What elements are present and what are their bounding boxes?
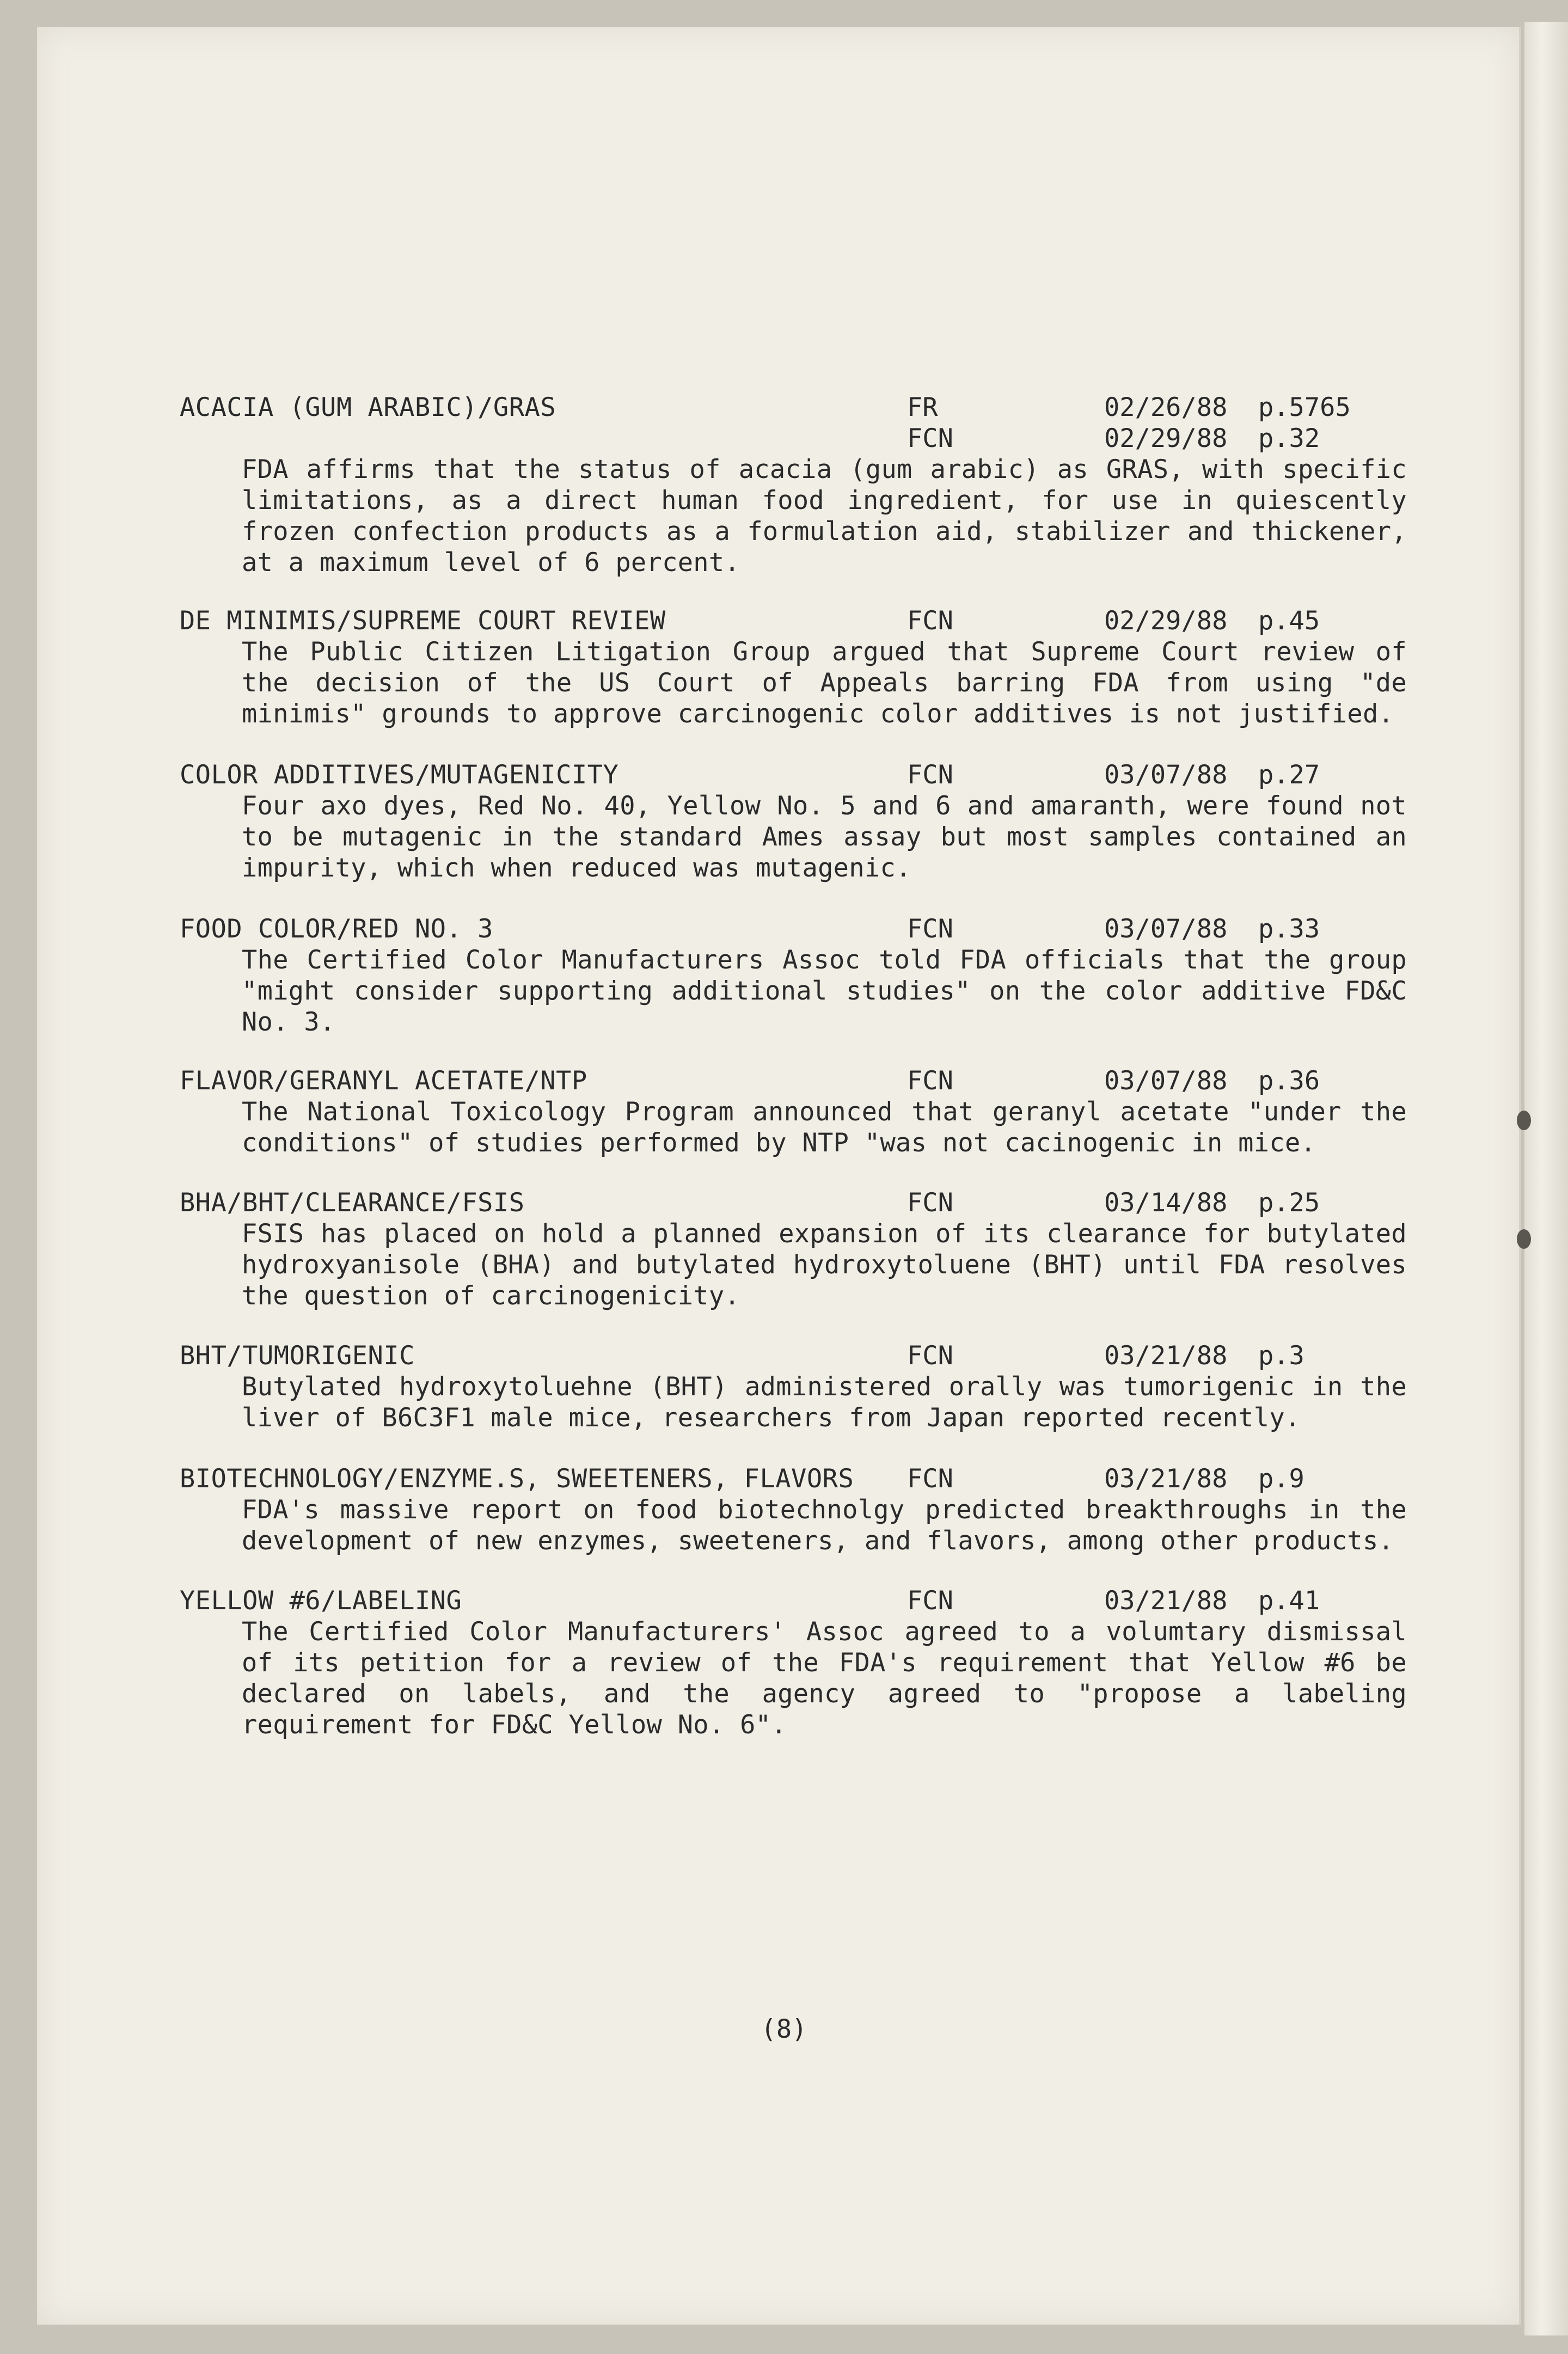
entry-red-no-3: [180, 914, 1416, 1038]
entry-summary: The Certified Color Manufacturers' Assoc agreed to a volumtary dismissal of its petition for a review of the FDA's requirement that Yellow #6 be declared on labels, and the agency agreed to "propose a labeling requirement for FD&C Yellow No. 6".: [242, 1617, 1407, 1740]
entry-header: [180, 914, 1416, 945]
entry-source: FCN: [907, 424, 953, 453]
entry-topic: BHT/TUMORIGENIC: [180, 1341, 415, 1371]
entry-citation: 03/14/88 p.25: [1104, 1188, 1320, 1218]
entry-bha-bht: [180, 1187, 1416, 1311]
entry-topic: BHA/BHT/CLEARANCE/FSIS: [180, 1188, 525, 1218]
entry-bht-tumorigenic: [180, 1340, 1416, 1433]
entry-summary: The Public Citizen Litigation Group argued that Supreme Court review of the decision of the US Court of Appeals barring FDA from using "de minimis" grounds to approve carcinogenic color additives is not justified.: [242, 637, 1407, 729]
entry-biotechnology: [180, 1463, 1416, 1556]
entry-header: [180, 1065, 1416, 1096]
entry-header: [180, 759, 1416, 790]
entry-header: [180, 1187, 1416, 1218]
entry-header-secondary: [180, 423, 1416, 454]
entry-source: FCN: [907, 760, 953, 790]
entry-citation: 03/21/88 p.41: [1104, 1586, 1320, 1616]
entry-summary: The National Toxicology Program announced that geranyl acetate "under the conditions" of studies performed by NTP "was not cacinogenic in mice.: [242, 1097, 1407, 1158]
binding-hole-bottom: [1517, 1229, 1531, 1249]
entry-citation: 03/21/88 p.9: [1104, 1464, 1304, 1494]
page-number: (8): [761, 2014, 807, 2044]
entry-source: FCN: [907, 914, 953, 944]
binding-hole-top: [1517, 1111, 1531, 1130]
entry-source: FCN: [907, 1188, 953, 1218]
entry-citation: 03/07/88 p.33: [1104, 914, 1320, 944]
entry-summary: FDA affirms that the status of acacia (gum arabic) as GRAS, with specific limitations, as a direct human food ingredient, for use in quiescently frozen confection products as a formulation aid, stabilizer and thickener, at a maximum level of 6 percent.: [242, 455, 1407, 578]
entry-summary: FSIS has placed on hold a planned expansion of its clearance for butylated hydroxyanisole (BHA) and butylated hydroxytoluene (BHT) until FDA resolves the question of carcinogenicity.: [242, 1219, 1407, 1311]
entry-de-minimis: [180, 605, 1416, 730]
entry-topic: FOOD COLOR/RED NO. 3: [180, 914, 493, 944]
entry-source: FCN: [907, 1341, 953, 1371]
entry-citation: 03/07/88 p.36: [1104, 1066, 1320, 1096]
entry-citation: 03/21/88 p.3: [1104, 1341, 1304, 1371]
entry-geranyl-acetate: [180, 1065, 1416, 1158]
entry-topic: COLOR ADDITIVES/MUTAGENICITY: [180, 760, 619, 790]
entry-topic: ACACIA (GUM ARABIC)/GRAS: [180, 393, 556, 422]
entry-source: FCN: [907, 1066, 953, 1096]
entry-header: [180, 1463, 1416, 1494]
entry-header: [180, 392, 1416, 423]
entry-source: FCN: [907, 1464, 953, 1494]
entry-summary: Butylated hydroxytoluehne (BHT) administered orally was tumorigenic in the liver of B6C3F1 male mice, researchers from Japan reported recently.: [242, 1372, 1407, 1433]
entry-header: [180, 605, 1416, 636]
entry-source: FR: [907, 393, 938, 422]
entry-topic: DE MINIMIS/SUPREME COURT REVIEW: [180, 606, 666, 636]
entry-header: [180, 1585, 1416, 1616]
entry-topic: YELLOW #6/LABELING: [180, 1586, 462, 1616]
document-page: [37, 27, 1521, 2325]
entry-acacia: [180, 392, 1416, 578]
entry-citation: 02/29/88 p.32: [1104, 424, 1320, 453]
entry-yellow-6: [180, 1585, 1416, 1740]
page-edge: [1524, 22, 1568, 2335]
entry-summary: FDA's massive report on food biotechnolgy predicted breakthroughs in the development of new enzymes, sweeteners, and flavors, among other products.: [242, 1495, 1407, 1556]
entry-summary: Four axo dyes, Red No. 40, Yellow No. 5 and 6 and amaranth, were found not to be mutagenic in the standard Ames assay but most samples contained an impurity, which when reduced was mutagenic.: [242, 791, 1407, 883]
entry-citation: 03/07/88 p.27: [1104, 760, 1320, 790]
entry-color-additives: [180, 759, 1416, 884]
entry-topic: BIOTECHNOLOGY/ENZYME.S, SWEETENERS, FLAVORS: [180, 1464, 854, 1494]
entry-header: [180, 1340, 1416, 1371]
entry-source: FCN: [907, 1586, 953, 1616]
entry-topic: FLAVOR/GERANYL ACETATE/NTP: [180, 1066, 587, 1096]
entry-citation: 02/26/88 p.5765: [1104, 393, 1351, 422]
entry-citation: 02/29/88 p.45: [1104, 606, 1320, 636]
entry-summary: The Certified Color Manufacturers Assoc told FDA officials that the group "might consider supporting additional studies" on the color additive FD&C No. 3.: [242, 945, 1407, 1037]
entry-source: FCN: [907, 606, 953, 636]
